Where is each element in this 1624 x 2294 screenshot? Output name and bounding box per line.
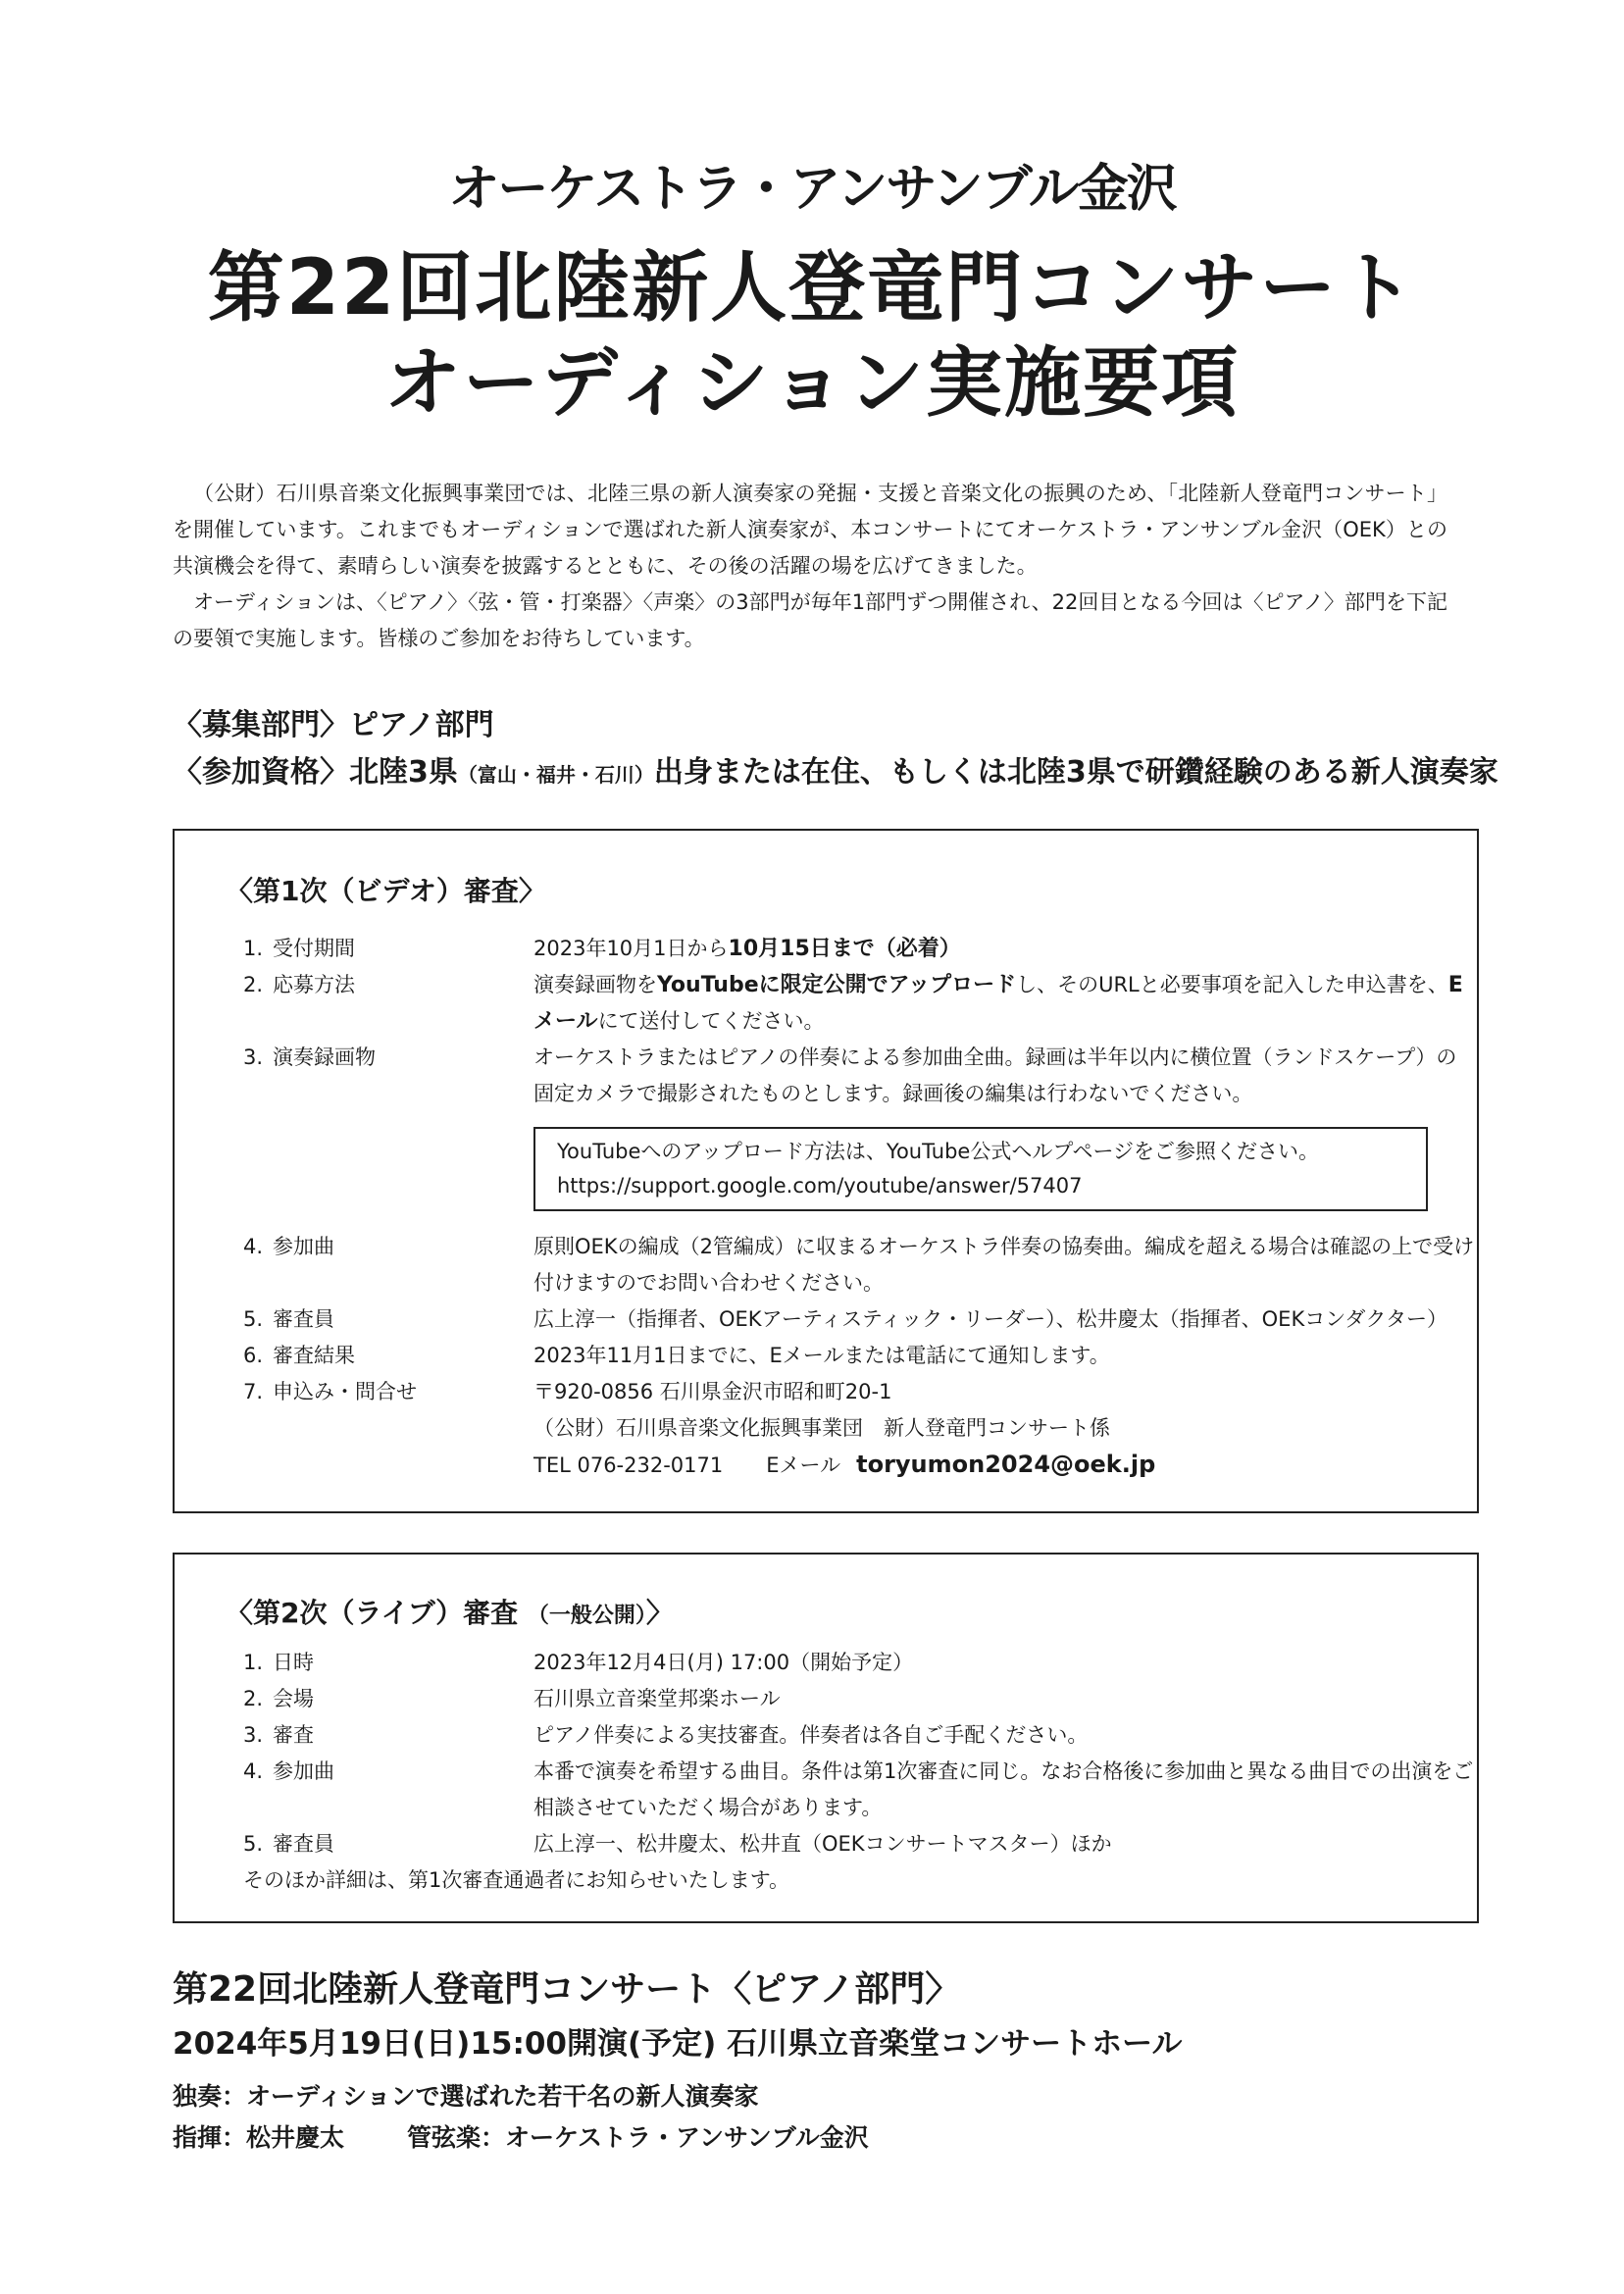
item-label: 申込み・問合せ [273, 1380, 417, 1403]
round2-box [173, 1553, 1479, 1923]
item-value: 原則OEKの編成（2管編成）に収まるオーケストラ伴奏の協奏曲。編成を超える場合は確認の上で受け付けますのでお問い合わせください。 [533, 1235, 1475, 1295]
item-value: ピアノ伴奏による実技審査。伴奏者は各自ご手配ください。 [533, 1723, 1089, 1747]
item-label: 参加曲 [273, 1759, 334, 1783]
period-start: 2023年10月1日から [533, 937, 729, 960]
item-value [533, 1374, 1475, 1484]
item-number: 5. [243, 1832, 264, 1856]
item-label: 審査員 [273, 1832, 334, 1856]
item-label: 審査 [273, 1723, 314, 1747]
item-value: 本番で演奏を希望する曲目。条件は第1次審査に同じ。なお合格後に参加曲と異なる曲目での出演をご相談させていただく場合があります。 [533, 1759, 1474, 1819]
recruit-value: ピアノ部門 [349, 708, 494, 742]
item-number: 3. [243, 1045, 264, 1069]
concert-title: 第22回北陸新人登竜門コンサート〈ピアノ部門〉 [173, 1969, 961, 2010]
item-label: 審査結果 [273, 1344, 355, 1367]
item-label: 応募方法 [273, 973, 355, 996]
contact-email-link[interactable]: toryumon2024@oek.jp [856, 1451, 1156, 1478]
item-number: 5. [243, 1307, 264, 1331]
concert-soloist: 独奏：オーディションで選ばれた若干名の新人演奏家 [173, 2082, 759, 2111]
contact-address: 〒920-0856 石川県金沢市昭和町20-1 [533, 1380, 892, 1403]
item-value: オーケストラまたはピアノの伴奏による参加曲全曲。録画は半年以内に横位置（ランドスケープ）の固定カメラで撮影されたものとします。録画後の編集は行わないでください。 [533, 1045, 1457, 1105]
item-label: 審査員 [273, 1307, 334, 1331]
eligibility-label: 〈参加資格〉 [173, 755, 349, 790]
item-value: 広上淳一、松井慶太、松井直（OEKコンサートマスター）ほか [533, 1832, 1112, 1856]
orchestra-logo: オーケストラ・アンサンブル金沢 [448, 159, 1176, 219]
note-text: YouTubeへのアップロード方法は、YouTube公式ヘルプページをご参照ください。 [557, 1140, 1320, 1163]
item-label: 受付期間 [273, 937, 355, 960]
round1-box [173, 829, 1479, 1513]
round2-footnote: そのほか詳細は、第1次審査通過者にお知らせいたします。 [243, 1868, 790, 1892]
recruit-label: 〈募集部門〉 [173, 708, 349, 742]
help-url-link[interactable]: https://support.google.com/youtube/answer/57407 [557, 1174, 1083, 1198]
item-number: 4. [243, 1759, 264, 1783]
round2-title [226, 1592, 674, 1631]
item-label: 会場 [273, 1687, 314, 1710]
item-value: 2023年11月1日までに、Eメールまたは電話にて通知します。 [533, 1344, 1110, 1367]
round2-title-public: （一般公開） [527, 1604, 646, 1628]
item-value [533, 967, 1475, 1040]
contact-organization: （公財）石川県音楽文化振興事業団 新人登竜門コンサート係 [533, 1416, 1110, 1440]
intro-paragraph-2: オーディションは、〈ピアノ〉〈弦・管・打楽器〉〈声楽〉の3部門が毎年1部門ずつ開催され、22回目となる今回は〈ピアノ〉部門を下記の要領で実施します。皆様のご参加をお待ちしています。 [173, 590, 1447, 650]
page-title: 第22回北陸新人登竜門コンサート [207, 244, 1417, 332]
eligibility-prefectures: （富山・福井・石川） [457, 763, 654, 787]
item-number: 1. [243, 1651, 264, 1674]
method-text: にて送付してください。 [597, 1009, 825, 1033]
round2-title-end: 〉 [645, 1597, 674, 1629]
item-number: 4. [243, 1235, 264, 1258]
round2-title-text: 〈第2次（ライブ）審査 [226, 1597, 519, 1629]
item-number: 1. [243, 937, 264, 960]
method-text: 演奏録画物を [533, 973, 657, 996]
contact-phone: TEL 076-232-0171 [533, 1453, 724, 1477]
item-label: 日時 [273, 1651, 314, 1674]
method-emphasis: YouTubeに限定公開でアップロード [657, 973, 1017, 997]
item-number: 2. [243, 1687, 264, 1710]
eligibility-condition: 出身または在住、もしくは北陸3県で研鑽経験のある新人演奏家 [653, 755, 1498, 790]
intro-paragraph-1: （公財）石川県音楽文化振興事業団では、北陸三県の新人演奏家の発掘・支援と音楽文化の振興のため、「北陸新人登竜門コンサート」を開催しています。これまでもオーディションで選ばれた新人演奏家が、本コンサートにてオーケストラ・アンサンブル金沢（OEK）との共演機会を得て、素晴らしい演奏を披露するとともに、その後の活躍の場を広げてきました。 [173, 482, 1447, 578]
item-value: 広上淳一（指揮者、OEKアーティスティック・リーダー）、松井慶太（指揮者、OEKコンダクター） [533, 1307, 1447, 1331]
email-label: Eメール [766, 1453, 841, 1477]
item-value: 石川県立音楽堂邦楽ホール [533, 1687, 781, 1710]
concert-date-venue: 2024年5月19日(日)15:00開演(予定) 石川県立音楽堂コンサートホール [173, 2026, 1183, 2062]
concert-orchestra: 管弦楽：オーケストラ・アンサンブル金沢 [407, 2123, 869, 2152]
contact-phone-email [533, 1447, 1475, 1484]
recruit-section [173, 700, 494, 743]
item-label: 演奏録画物 [273, 1045, 376, 1069]
page-subtitle: オーディション実施要項 [383, 339, 1241, 428]
item-number: 6. [243, 1344, 264, 1367]
intro-text [173, 476, 1447, 657]
eligibility-section [173, 747, 1498, 790]
item-value: 2023年12月4日(月) 17:00（開始予定） [533, 1651, 914, 1674]
period-deadline: 10月15日まで（必着） [728, 937, 961, 961]
eligibility-value: 北陸3県 [349, 755, 458, 790]
concert-credits [173, 2118, 869, 2154]
method-text: し、そのURLと必要事項を記入した申込書を、 [1016, 973, 1448, 996]
item-label: 参加曲 [273, 1235, 334, 1258]
round1-title: 〈第1次（ビデオ）審査〉 [226, 875, 546, 907]
item-number: 7. [243, 1380, 264, 1403]
item-number: 3. [243, 1723, 264, 1747]
youtube-help-note [533, 1127, 1428, 1211]
item-number: 2. [243, 973, 264, 996]
concert-conductor: 指揮：松井慶太 [173, 2123, 345, 2152]
item-value [533, 931, 1475, 967]
method-emphasis: Eメール [533, 973, 1463, 1034]
